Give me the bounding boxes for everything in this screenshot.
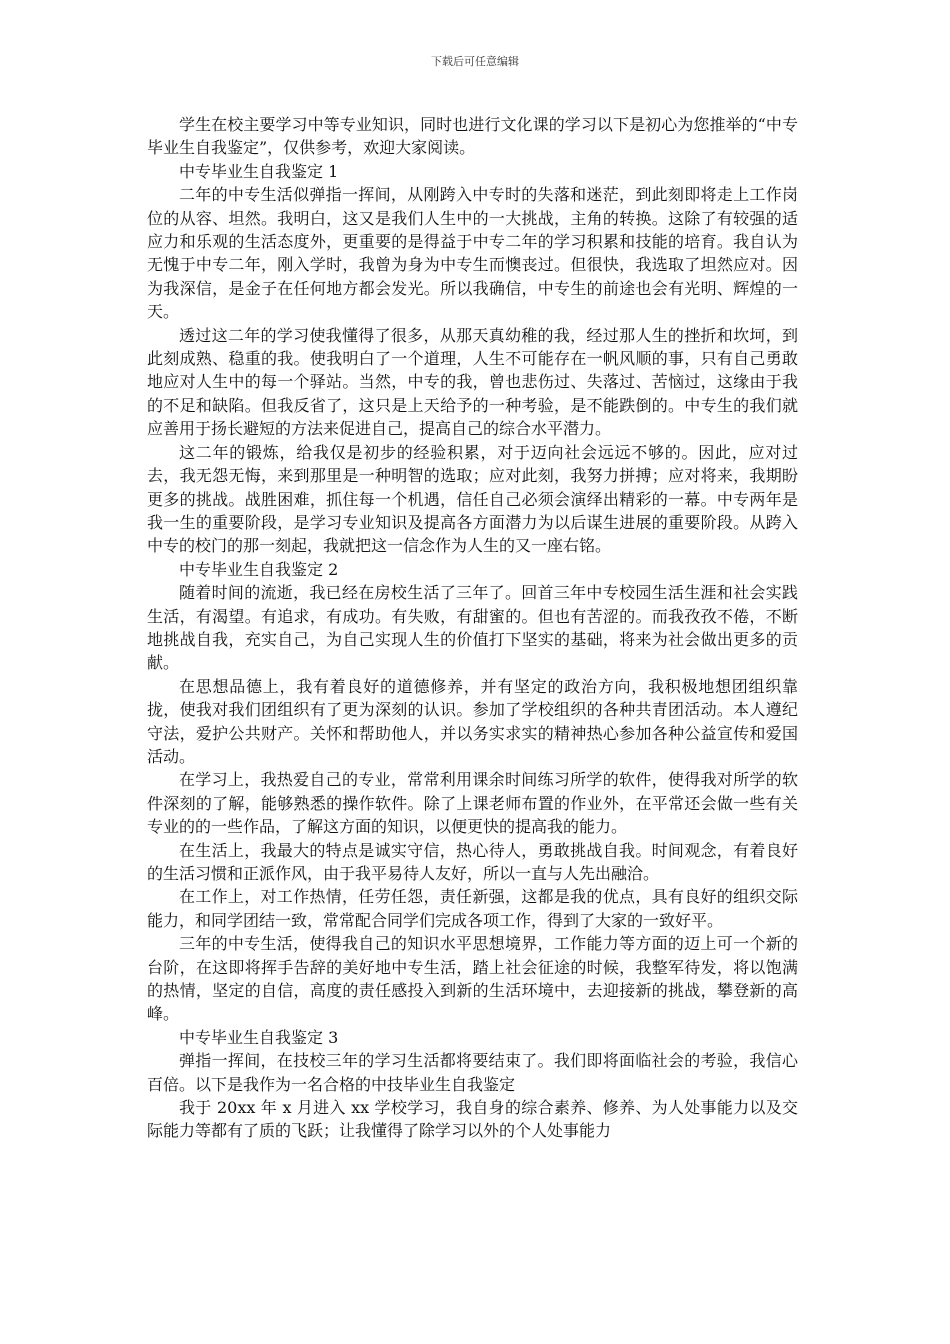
body-paragraph: 弹指一挥间，在技校三年的学习生活都将要结束了。我们即将面临社会的考验，我信心百倍。以下是我作为一名合格的中技毕业生自我鉴定 [147,1051,798,1094]
body-paragraph: 我于 20xx 年 x 月进入 xx 学校学习，我自身的综合素养、修养、为人处事能力以及交际能力等都有了质的飞跃；让我懂得了除学习以外的个人处事能力 [147,1098,798,1141]
body-paragraph: 在生活上，我最大的特点是诚实守信，热心待人，勇敢挑战自我。时间观念，有着良好的生活习惯和正派作风，由于我平易待人友好，所以一直与人先出融洽。 [147,840,798,883]
body-paragraph: 三年的中专生活，使得我自己的知识水平思想境界，工作能力等方面的迈上可一个新的台阶，在这即将挥手告辞的美好地中专生活，踏上社会征途的时候，我整军待发，将以饱满的热情，坚定的自信，高度的责任感投入到新的生活环境中，去迎接新的挑战，攀登新的高峰。 [147,934,798,1024]
section-heading-3: 中专毕业生自我鉴定 3 [179,1027,339,1047]
body-paragraph: 在学习上，我热爱自己的专业，常常利用课余时间练习所学的软件，使得我对所学的软件深刻的了解，能够熟悉的操作软件。除了上课老师布置的作业外，在平常还会做一些有关专业的的一些作品，了解这方面的知识，以便更快的提高我的能力。 [147,770,798,837]
document-body [147,113,798,1143]
section-heading-2: 中专毕业生自我鉴定 2 [179,559,339,579]
body-paragraph: 这二年的锻炼，给我仅是初步的经验积累，对于迈向社会远远不够的。因此，应对过去，我无怨无悔，来到那里是一种明智的选取；应对此刻，我努力拼搏；应对将来，我期盼更多的挑战。战胜困难，抓住每一个机遇，信任自己必须会演绎出精彩的一幕。中专两年是我一生的重要阶段，是学习专业知识及提高各方面潜力为以后谋生进展的重要阶段。从跨入中专的校门的那一刻起，我就把这一信念作为人生的又一座右铭。 [147,442,798,556]
section-heading-1: 中专毕业生自我鉴定 1 [179,161,339,181]
intro-paragraph: 学生在校主要学习中等专业知识，同时也进行文化课的学习以下是初心为您推举的“中专毕业生自我鉴定”，仅供参考，欢迎大家阅读。 [147,115,798,158]
body-paragraph: 透过这二年的学习使我懂得了很多，从那天真幼稚的我，经过那人生的挫折和坎坷，到此刻成熟、稳重的我。使我明白了一个道理，人生不可能存在一帆风顺的事，只有自己勇敢地应对人生中的每一个驿站。当然，中专的我，曾也悲伤过、失落过、苦恼过，这缘由于我的不足和缺陷。但我反省了，这只是上天给予的一种考验，是不能跌倒的。中专生的我们就应善用于扬长避短的方法来促进自己，提高自己的综合水平潜力。 [147,325,798,439]
body-paragraph: 在工作上，对工作热情，任劳任怨，责任新强，这都是我的优点，具有良好的组织交际能力，和同学团结一致，常常配合同学们完成各项工作，得到了大家的一致好平。 [147,887,798,930]
body-paragraph: 在思想品德上，我有着良好的道德修养，并有坚定的政治方向，我积极地想团组织靠拢，使我对我们团组织有了更为深刻的认识。参加了学校组织的各种共青团活动。本人遵纪守法，爱护公共财产。关怀和帮助他人，并以务实求实的精神热心参加各种公益宣传和爱国活动。 [147,676,798,766]
body-paragraph: 随着时间的流逝，我已经在房校生活了三年了。回首三年中专校园生活生涯和社会实践生活，有渴望。有追求，有成功。有失败，有甜蜜的。但也有苦涩的。而我孜孜不倦，不断地挑战自我，充实自己，为自己实现人生的价值打下坚实的基础，将来为社会做出更多的贡献。 [147,583,798,673]
page-header: 下载后可任意编辑 [431,55,519,68]
body-paragraph: 二年的中专生活似弹指一挥间，从刚跨入中专时的失落和迷茫，到此刻即将走上工作岗位的从容、坦然。我明白，这又是我们人生中的一大挑战，主角的转换。这除了有较强的适应力和乐观的生活态度外，更重要的是得益于中专二年的学习积累和技能的培育。我自认为无愧于中专二年，刚入学时，我曾为身为中专生而懊丧过。但很快，我选取了坦然应对。因为我深信，是金子在任何地方都会发光。所以我确信，中专生的前途也会有光明、辉煌的一天。 [147,185,798,322]
